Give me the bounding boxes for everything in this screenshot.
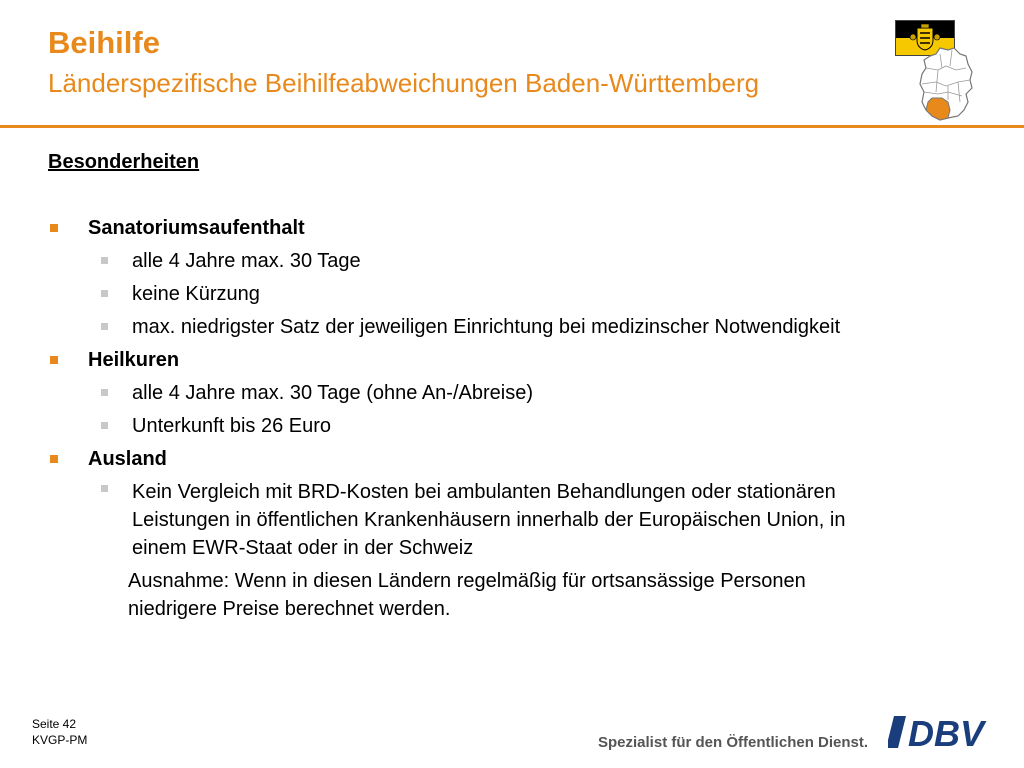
list-item-label: Unterkunft bis 26 Euro: [132, 415, 331, 437]
exception-note: [48, 567, 978, 623]
list-item-line: Kein Vergleich mit BRD-Kosten bei ambulanten Behandlungen oder stationären: [132, 481, 836, 503]
section-heading: Besonderheiten: [48, 151, 200, 173]
list-item-level2: [48, 311, 978, 344]
note-line: Ausnahme: Wenn in diesen Ländern regelmäßig für ortsansässige Personen: [128, 570, 806, 592]
dbv-logo: [888, 712, 1006, 752]
list-item-label: alle 4 Jahre max. 30 Tage (ohne An-/Abreise): [132, 382, 533, 404]
list-item-label: Heilkuren: [88, 349, 180, 371]
list-item-level2: [48, 278, 978, 311]
square-bullet-icon: [101, 257, 108, 264]
list-item-label: Ausland: [88, 448, 167, 470]
list-item-level2: [48, 377, 978, 410]
square-bullet-icon: [101, 485, 108, 492]
square-bullet-icon: [101, 290, 108, 297]
list-item-label: keine Kürzung: [132, 283, 260, 305]
germany-map-icon: [918, 46, 974, 122]
header-divider: [0, 125, 1024, 128]
page-title: Beihilfe: [48, 25, 160, 60]
list-item-line: einem EWR-Staat oder in der Schweiz: [132, 537, 474, 559]
page-number: Seite 42: [32, 717, 77, 731]
square-bullet-icon: [101, 323, 108, 330]
square-bullet-icon: [50, 224, 58, 232]
logo-text: DBV: [908, 713, 985, 752]
square-bullet-icon: [50, 356, 58, 364]
list-item-level2: [48, 476, 978, 565]
list-item-level2: [48, 410, 978, 443]
list-item-level1: [48, 443, 978, 476]
content-area: [48, 146, 978, 623]
list-item-level2: [48, 245, 978, 278]
footer-page-info: [32, 716, 87, 748]
square-bullet-icon: [50, 455, 58, 463]
list-item-label: alle 4 Jahre max. 30 Tage: [132, 250, 361, 272]
square-bullet-icon: [101, 389, 108, 396]
list-item-line: Leistungen in öffentlichen Krankenhäusern innerhalb der Europäischen Union, in: [132, 509, 846, 531]
note-line: niedrigere Preise berechnet werden.: [128, 598, 451, 620]
company-slogan: Spezialist für den Öffentlichen Dienst.: [598, 734, 869, 751]
list-item-label: Sanatoriumsaufenthalt: [88, 217, 305, 239]
page-subtitle: Länderspezifische Beihilfeabweichungen Baden-Württemberg: [48, 68, 760, 98]
document-code: KVGP-PM: [32, 733, 88, 747]
list-item-label: max. niedrigster Satz der jeweiligen Einrichtung bei medizinscher Notwendigkeit: [132, 316, 841, 338]
list-item-level1: [48, 344, 978, 377]
list-item-level1: [48, 212, 978, 245]
square-bullet-icon: [101, 422, 108, 429]
